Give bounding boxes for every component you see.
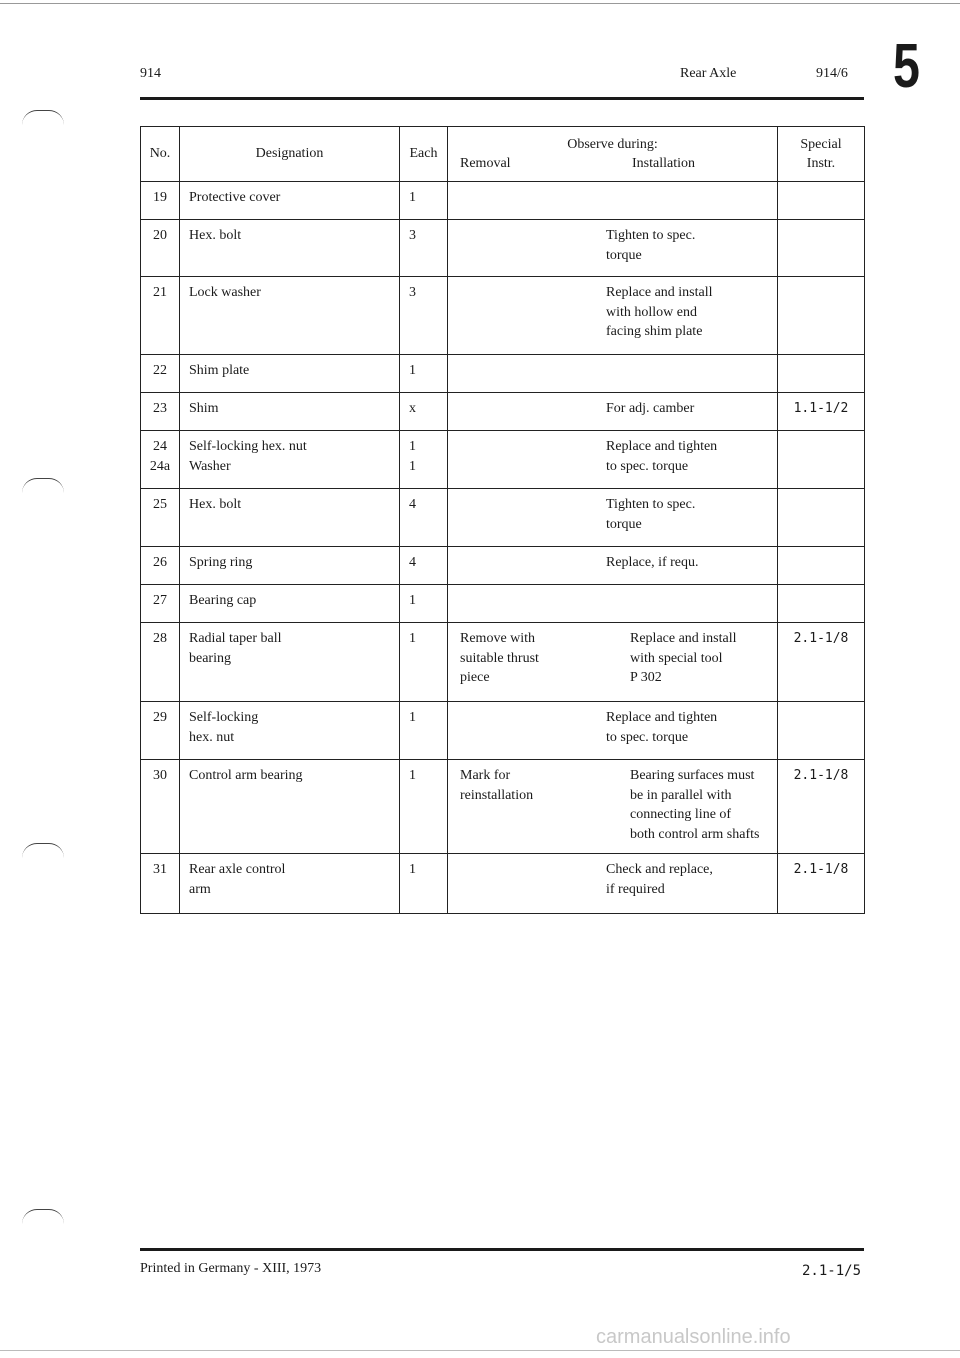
cell-no — [141, 182, 180, 220]
col-header-installation: Installation — [632, 156, 695, 171]
no-line: 23 — [153, 401, 167, 416]
cell-designation — [180, 182, 400, 220]
cell-observe — [448, 547, 778, 585]
cell-observe — [448, 585, 778, 623]
designation-line: Shim plate — [189, 363, 250, 378]
table-row — [141, 489, 865, 547]
cell-observe — [448, 489, 778, 547]
installation-line: be in parallel with — [630, 787, 732, 803]
no-line: 21 — [153, 285, 167, 300]
each-line: 1 — [409, 190, 416, 205]
cell-special — [778, 489, 865, 547]
removal-line: Mark for — [460, 768, 511, 783]
cell-designation — [180, 760, 400, 854]
no-line: 27 — [153, 593, 167, 608]
installation-line: Replace and tighten — [606, 710, 718, 725]
designation-line: Radial taper ball — [189, 631, 282, 646]
installation-line: torque — [606, 516, 642, 532]
cell-each — [400, 489, 448, 547]
cell-special: 2.1-1/8 — [778, 854, 865, 914]
top-edge-rule — [0, 3, 960, 4]
installation-note — [448, 708, 717, 747]
designation-line: Spring ring — [189, 555, 253, 570]
cell-special — [778, 585, 865, 623]
designation-line: Hex. bolt — [189, 497, 242, 512]
installation-note — [448, 553, 699, 573]
installation-line: to spec. torque — [606, 458, 689, 474]
cell-observe — [448, 760, 778, 854]
installation-line: Tighten to spec. — [606, 228, 696, 243]
cell-observe — [448, 355, 778, 393]
installation-note — [630, 766, 759, 844]
installation-line: Check and replace, — [606, 862, 713, 877]
cell-special — [778, 702, 865, 760]
cell-no — [141, 760, 180, 854]
installation-line: Replace and install — [630, 631, 737, 646]
removal-line: piece — [460, 670, 490, 685]
cell-each — [400, 547, 448, 585]
cell-observe — [448, 431, 778, 489]
cell-designation — [180, 277, 400, 355]
no-line: 24a — [149, 458, 171, 474]
each-line: 1 — [409, 768, 416, 783]
watermark: carmanualsonline.info — [596, 1326, 791, 1348]
installation-line: both control arm shafts — [630, 826, 760, 842]
installation-line: Replace, if requ. — [606, 555, 699, 570]
each-line: 1 — [409, 631, 416, 646]
cell-special — [778, 355, 865, 393]
cell-no — [141, 547, 180, 585]
each-line: 4 — [409, 555, 416, 570]
table-row — [141, 393, 865, 431]
footer-rule — [140, 1248, 864, 1251]
designation-line: Control arm bearing — [189, 768, 303, 783]
cell-each — [400, 277, 448, 355]
removal-line: suitable thrust — [460, 650, 539, 666]
header-title: Rear Axle — [680, 66, 737, 81]
cell-designation — [180, 220, 400, 277]
installation-line: Replace and tighten — [606, 439, 718, 454]
table-row — [141, 623, 865, 702]
cell-observe — [448, 277, 778, 355]
no-line: 24 — [153, 439, 167, 454]
cell-designation — [180, 585, 400, 623]
cell-each — [400, 760, 448, 854]
installation-line: connecting line of — [630, 807, 732, 822]
installation-note — [448, 399, 694, 419]
cell-observe — [448, 702, 778, 760]
col-header-observe — [448, 127, 778, 182]
cell-designation — [180, 489, 400, 547]
observe-label: Observe during: — [567, 136, 658, 152]
cell-each — [400, 585, 448, 623]
header-rule — [140, 97, 864, 100]
installation-note — [448, 283, 713, 342]
cell-each — [400, 355, 448, 393]
cell-designation — [180, 623, 400, 702]
no-line: 26 — [153, 555, 167, 570]
cell-special: 1.1-1/2 — [778, 393, 865, 431]
parts-table — [140, 126, 865, 914]
table-header-row — [141, 127, 865, 182]
installation-note — [448, 495, 695, 534]
binding-mark — [22, 1209, 64, 1224]
installation-line: if required — [606, 881, 665, 897]
binding-mark — [22, 843, 64, 858]
installation-line: facing shim plate — [606, 324, 703, 339]
binding-mark — [22, 110, 64, 125]
cell-observe — [448, 182, 778, 220]
no-line: 31 — [153, 862, 167, 877]
each-line: 1 — [409, 458, 416, 474]
installation-line: Tighten to spec. — [606, 497, 696, 512]
cell-no — [141, 489, 180, 547]
col-header-removal: Removal — [460, 156, 511, 171]
cell-each — [400, 220, 448, 277]
cell-each — [400, 854, 448, 914]
header-page-ref: 914/6 — [816, 66, 848, 81]
installation-line: torque — [606, 247, 642, 263]
designation-line: Protective cover — [189, 190, 281, 205]
no-line: 25 — [153, 497, 167, 512]
no-line: 28 — [153, 631, 167, 646]
binding-mark — [22, 478, 64, 493]
table-row — [141, 547, 865, 585]
each-line: 4 — [409, 497, 416, 512]
col-header-designation: Designation — [180, 127, 400, 182]
installation-note — [448, 860, 713, 899]
no-line: 22 — [153, 363, 167, 378]
installation-note — [630, 629, 737, 688]
designation-line: bearing — [189, 650, 231, 666]
table-row — [141, 220, 865, 277]
designation-line: Rear axle control — [189, 862, 286, 877]
table-row — [141, 854, 865, 914]
cell-special: 2.1-1/8 — [778, 623, 865, 702]
installation-line: with hollow end — [606, 304, 697, 320]
cell-each — [400, 623, 448, 702]
table-row — [141, 355, 865, 393]
header-model: 914 — [140, 66, 161, 81]
cell-each — [400, 182, 448, 220]
bottom-edge-rule — [0, 1350, 960, 1351]
cell-special — [778, 547, 865, 585]
each-line: 1 — [409, 363, 416, 378]
cell-designation — [180, 431, 400, 489]
removal-line: Remove with — [460, 631, 536, 646]
designation-line: arm — [189, 881, 211, 897]
designation-line: Self-locking hex. nut — [189, 439, 307, 454]
cell-no — [141, 431, 180, 489]
installation-line: Bearing surfaces must — [630, 768, 755, 783]
table-row — [141, 431, 865, 489]
installation-line: P 302 — [630, 670, 662, 685]
cell-no — [141, 585, 180, 623]
footer-printed: Printed in Germany - XIII, 1973 — [140, 1261, 322, 1276]
table-row — [141, 760, 865, 854]
installation-line: to spec. torque — [606, 729, 689, 745]
cell-designation — [180, 547, 400, 585]
no-line: 20 — [153, 228, 167, 243]
cell-each — [400, 702, 448, 760]
cell-designation — [180, 702, 400, 760]
cell-no — [141, 220, 180, 277]
cell-no — [141, 854, 180, 914]
cell-designation — [180, 393, 400, 431]
cell-no — [141, 277, 180, 355]
col-header-each: Each — [400, 127, 448, 182]
cell-no — [141, 355, 180, 393]
removal-note — [448, 629, 630, 688]
designation-line: Self-locking — [189, 710, 259, 725]
each-line: 1 — [409, 593, 416, 608]
no-line: 19 — [153, 190, 167, 205]
cell-special — [778, 182, 865, 220]
cell-no — [141, 702, 180, 760]
cell-designation — [180, 355, 400, 393]
no-line: 29 — [153, 710, 167, 725]
cell-observe — [448, 393, 778, 431]
col-header-special: Special Instr. — [778, 127, 865, 182]
no-line: 30 — [153, 768, 167, 783]
cell-special — [778, 220, 865, 277]
installation-note — [448, 226, 695, 265]
installation-line: For adj. camber — [606, 401, 695, 416]
each-line: 1 — [409, 710, 416, 725]
cell-each — [400, 431, 448, 489]
each-line: 1 — [409, 862, 416, 877]
cell-no — [141, 393, 180, 431]
table-row — [141, 702, 865, 760]
designation-line: Washer — [189, 458, 231, 474]
cell-special: 2.1-1/8 — [778, 760, 865, 854]
each-line: 1 — [409, 439, 416, 454]
designation-line: hex. nut — [189, 729, 235, 745]
each-line: x — [409, 401, 416, 416]
table-row — [141, 182, 865, 220]
removal-note — [448, 766, 630, 844]
removal-line: reinstallation — [460, 787, 534, 803]
installation-line: with special tool — [630, 650, 723, 666]
table-row — [141, 277, 865, 355]
designation-line: Bearing cap — [189, 593, 257, 608]
footer-page-code: 2.1-1/5 — [802, 1263, 862, 1279]
cell-observe — [448, 854, 778, 914]
installation-note — [448, 437, 717, 476]
cell-special — [778, 431, 865, 489]
section-number: 5 — [893, 32, 920, 101]
installation-line: Replace and install — [606, 285, 713, 300]
cell-each — [400, 393, 448, 431]
cell-observe — [448, 220, 778, 277]
each-line: 3 — [409, 285, 416, 300]
cell-designation — [180, 854, 400, 914]
each-line: 3 — [409, 228, 416, 243]
designation-line: Shim — [189, 401, 219, 416]
cell-special — [778, 277, 865, 355]
cell-no — [141, 623, 180, 702]
table-row — [141, 585, 865, 623]
designation-line: Lock washer — [189, 285, 261, 300]
designation-line: Hex. bolt — [189, 228, 242, 243]
cell-observe — [448, 623, 778, 702]
col-header-no: No. — [141, 127, 180, 182]
